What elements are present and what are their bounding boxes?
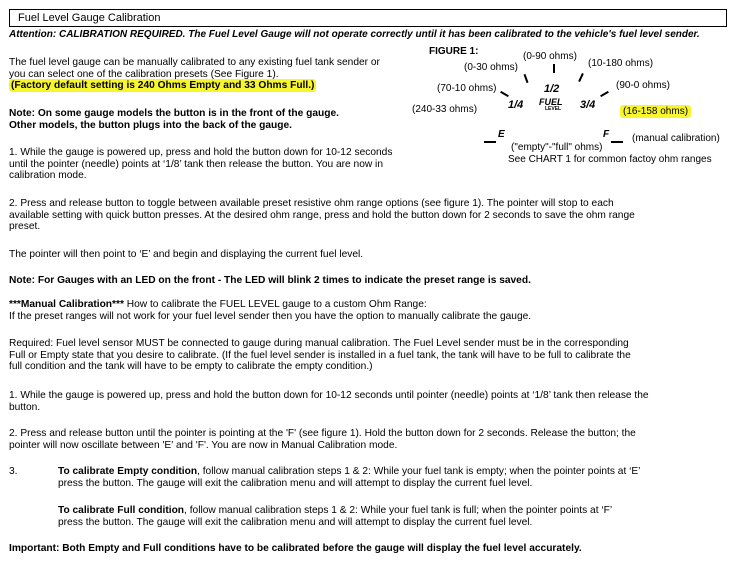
manual-line-1: How to calibrate the FUEL LEVEL gauge to a custom Ohm Range: — [123, 299, 427, 310]
intro-line-1: The fuel level gauge can be manually calibrated to any existing fuel tank sender or — [9, 57, 380, 68]
required-paragraph: Required: Fuel level sensor MUST be connected to gauge during manual calibration. The Fuel Level sender must be in the corresponding Full or Empty state that you desire to calibrate. (If the fuel level sender is installed in a fuel tank, the tank will have to be full to calibrate the full condition and the tank will have to be empty to calibrate the empty condition.) — [9, 338, 631, 373]
factory-default-highlight: (Factory default setting is 240 Ohms Empty and 33 Ohms Full.) — [11, 80, 315, 92]
page-title: Fuel Level Gauge Calibration — [9, 9, 727, 27]
range-240-33: (240-33 ohms) — [412, 104, 478, 115]
range-10-180: (10-180 ohms) — [588, 58, 654, 69]
preset-step-2: 2. Press and release button to toggle between available preset resistive ohm range options (see figure 1). The pointer will stop to each available setting with quick button presses. At the desired ohm range, press and hold the button down for 2 seconds to save the ohm range preset. — [9, 198, 635, 233]
calibrate-full-text: , follow manual calibration steps 1 & 2: While your fuel tank is full; when the pointer points at ‘F’ — [184, 505, 613, 516]
gauge-empty-label: E — [498, 129, 505, 140]
manual-heading: ***Manual Calibration*** — [9, 299, 124, 310]
figure-label: FIGURE 1: — [429, 46, 479, 57]
manual-calibration-intro — [9, 299, 709, 322]
led-note: Note: For Gauges with an LED on the front - The LED will blink 2 times to indicate the preset range is saved. — [9, 275, 531, 286]
step-3-number: 3. — [9, 466, 18, 477]
range-manual: (manual calibration) — [632, 133, 720, 144]
step1-line-2: until the pointer (needle) points at ‘1/8’ tank then release the button. You are now in — [9, 158, 383, 170]
range-0-90: (0-90 ohms) — [523, 51, 577, 62]
empty-full-caption: ("empty"-"full" ohms) — [511, 142, 603, 153]
calibrate-full-line-2: press the button. The gauge will exit the calibration menu and will attempt to display the current fuel level. — [58, 516, 533, 528]
note-button-line-2: Other models, the button plugs into the back of the gauge. — [9, 119, 292, 131]
gauge-quarter: 1/4 — [508, 99, 524, 111]
gauge-full-label: F — [603, 129, 610, 140]
manual-step-2: 2. Press and release button until the pointer is pointing at the 'F' (see figure 1). Hold the button down for 2 seconds. Release the button; the pointer will now oscillate between 'E' and 'F'. You are now in Manual Calibration mode. — [9, 428, 636, 451]
manual-step-1: 1. While the gauge is powered up, press and hold the button down for 10-12 seconds until pointer (needle) points at ‘1/8’ tank then release the button. — [9, 390, 649, 413]
range-70-10: (70-10 ohms) — [437, 83, 497, 94]
manual-line-2: If the preset ranges will not work for your fuel level sender then you have the option to manually calibrate the gauge. — [9, 310, 532, 322]
gauge-three-quarter: 3/4 — [580, 99, 596, 111]
step1-line-1: 1. While the gauge is powered up, press and hold the button down for 10-12 seconds — [9, 147, 393, 158]
gauge-half: 1/2 — [544, 83, 560, 95]
calibrate-empty-line-2: press the button. The gauge will exit the calibration menu and will attempt to display the current fuel level. — [58, 477, 533, 489]
attention-notice: Attention: CALIBRATION REQUIRED. The Fuel Level Gauge will not operate correctly until it has been calibrated to the vehicle's fuel level sender. — [9, 29, 700, 40]
calibrate-empty-text: , follow manual calibration steps 1 & 2: While your fuel tank is empty; when the pointer points at ‘E’ — [197, 466, 641, 477]
gauge-tick — [611, 141, 623, 143]
step1-line-3: calibration mode. — [9, 170, 87, 182]
chart-reference: See CHART 1 for common factoy ohm ranges — [508, 154, 712, 165]
range-90-0: (90-0 ohms) — [616, 80, 670, 91]
pointer-text: The pointer will then point to ‘E’ and begin and displaying the current fuel level. — [9, 249, 364, 260]
calibrate-empty — [58, 466, 698, 489]
gauge-fuel-label: FUEL — [539, 97, 563, 107]
range-0-30: (0-30 ohms) — [464, 62, 518, 73]
calibrate-empty-heading: To calibrate Empty condition — [58, 466, 198, 477]
calibrate-full — [58, 505, 698, 528]
important-note: Important: Both Empty and Full conditions have to be calibrated before the gauge will display the fuel level accurately. — [9, 543, 582, 554]
gauge-tick — [484, 141, 496, 143]
intro-line-2: you can select one of the calibration presets (See Figure 1). — [9, 68, 279, 80]
gauge-level-label: LEVEL — [545, 106, 562, 112]
note-button-line-1: Note: On some gauge models the button is in the front of the gauge. — [9, 108, 339, 119]
range-16-158-highlight: (16-158 ohms) — [620, 105, 691, 118]
gauge-tick — [553, 64, 555, 73]
calibrate-full-heading: To calibrate Full condition — [58, 505, 185, 516]
